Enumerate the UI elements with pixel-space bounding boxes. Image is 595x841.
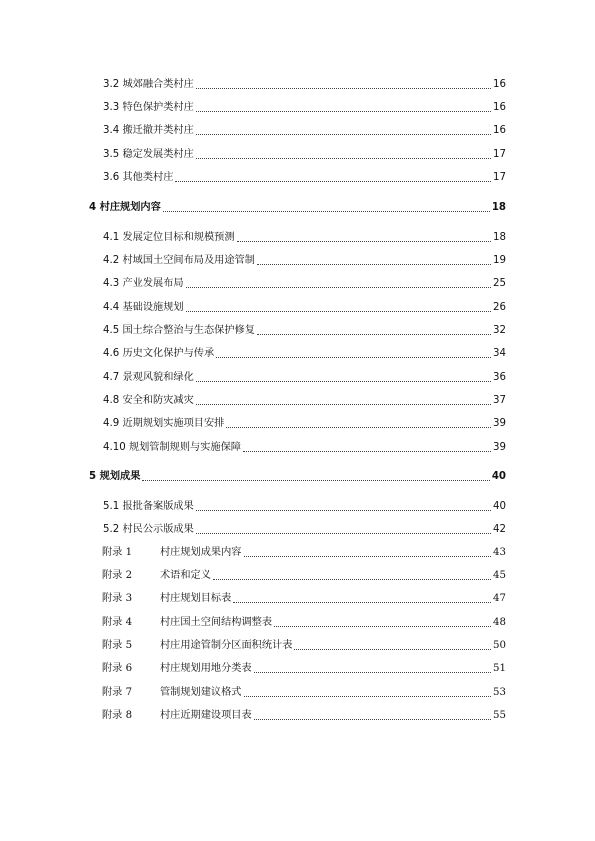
toc-page-number: 51 (493, 663, 506, 674)
toc-entry-label: 3.5 稳定发展类村庄 (103, 149, 194, 160)
toc-entry-label (102, 546, 242, 560)
toc-appendix-entry[interactable] (102, 709, 506, 723)
appendix-tag: 附录 5 (102, 640, 133, 651)
toc-page-number: 36 (493, 372, 506, 383)
toc-appendix-entry[interactable] (102, 662, 506, 676)
toc-page-number: 32 (493, 325, 506, 336)
appendix-title: 村庄规划目标表 (160, 593, 232, 604)
toc-page-number: 16 (493, 79, 506, 90)
toc-entry-label (102, 662, 252, 676)
dot-leader (175, 181, 491, 182)
dot-leader (196, 404, 491, 405)
toc-entry-label: 5.1 报批备案版成果 (103, 501, 194, 512)
dot-leader (254, 672, 491, 673)
dot-leader (237, 241, 492, 242)
toc-page-number: 26 (493, 302, 506, 313)
dot-leader (196, 381, 491, 382)
dot-leader (196, 111, 491, 112)
dot-leader (196, 134, 491, 135)
toc-appendix-entry[interactable] (102, 592, 506, 606)
toc-page-number: 39 (493, 442, 506, 453)
appendix-tag: 附录 7 (102, 687, 133, 698)
dot-leader (233, 602, 491, 603)
toc-section-entry[interactable] (103, 441, 506, 455)
dot-leader (196, 533, 491, 534)
toc-entry-label: 3.4 搬迁撤并类村庄 (103, 125, 194, 136)
toc-page-number: 40 (491, 471, 506, 482)
toc-page-number: 25 (493, 278, 506, 289)
toc-page-number: 16 (493, 125, 506, 136)
toc-entry-label: 4.8 安全和防灾减灾 (103, 395, 194, 406)
toc-appendix-entry[interactable] (102, 616, 506, 630)
appendix-tag: 附录 3 (102, 593, 133, 604)
toc-entry-label: 3.2 城郊融合类村庄 (103, 79, 194, 90)
toc-entry-label: 4.10 规划管制规则与实施保障 (103, 442, 241, 453)
toc-section-entry[interactable] (103, 523, 506, 537)
toc-page-number: 34 (493, 348, 506, 359)
dot-leader (244, 556, 492, 557)
dot-leader (163, 211, 490, 212)
toc-appendix-entry[interactable] (102, 686, 506, 700)
toc-section-entry[interactable] (103, 101, 506, 115)
dot-leader (196, 510, 491, 511)
appendix-title: 村庄规划用地分类表 (160, 663, 252, 674)
dot-leader (254, 719, 491, 720)
dot-leader (196, 158, 491, 159)
toc-entry-label (102, 709, 252, 723)
toc-page-number: 16 (493, 102, 506, 113)
toc-appendix-entry[interactable] (102, 569, 506, 583)
toc-page-number: 45 (493, 570, 506, 581)
dot-leader (186, 287, 491, 288)
toc-section-entry[interactable] (103, 254, 506, 268)
toc-page-number: 19 (493, 255, 506, 266)
toc-page-number: 42 (493, 524, 506, 535)
toc-section-entry[interactable] (103, 347, 506, 361)
dot-leader (243, 451, 491, 452)
appendix-title: 村庄用途管制分区面积统计表 (160, 640, 293, 651)
toc-page-number: 43 (493, 547, 506, 558)
toc-chapter-entry[interactable] (89, 201, 506, 215)
toc-appendix-entry[interactable] (102, 639, 506, 653)
toc-section-entry[interactable] (103, 171, 506, 185)
toc-page-number: 18 (491, 202, 506, 213)
toc-page-number: 48 (493, 617, 506, 628)
toc-section-entry[interactable] (103, 301, 506, 315)
toc-chapter-entry[interactable] (89, 470, 506, 484)
toc-entry-label (102, 616, 272, 630)
appendix-tag: 附录 4 (102, 617, 133, 628)
dot-leader (186, 311, 491, 312)
toc-entry-label: 4.3 产业发展布局 (103, 278, 184, 289)
dot-leader (213, 579, 491, 580)
toc-page-number: 37 (493, 395, 506, 406)
appendix-tag: 附录 2 (102, 570, 133, 581)
toc-appendix-entry[interactable] (102, 546, 506, 560)
toc-page-number: 53 (493, 687, 506, 698)
toc-section-entry[interactable] (103, 78, 506, 92)
toc-entry-label: 4.6 历史文化保护与传承 (103, 348, 215, 359)
dot-leader (257, 334, 491, 335)
appendix-title: 村庄近期建设项目表 (160, 710, 252, 721)
toc-section-entry[interactable] (103, 417, 506, 431)
toc-entry-label: 4.5 国土综合整治与生态保护修复 (103, 325, 255, 336)
appendix-title: 术语和定义 (160, 570, 211, 581)
toc-page-number: 50 (493, 640, 506, 651)
toc-page-number: 17 (493, 172, 506, 183)
toc-entry-label (102, 639, 292, 653)
toc-section-entry[interactable] (103, 148, 506, 162)
toc-entry-label (102, 686, 242, 700)
toc-section-entry[interactable] (103, 324, 506, 338)
toc-entry-label: 4 村庄规划内容 (89, 202, 161, 213)
toc-page-number: 17 (493, 149, 506, 160)
toc-page-number: 40 (493, 501, 506, 512)
appendix-title: 管制规划建议格式 (160, 687, 242, 698)
toc-entry-label: 4.1 发展定位目标和规模预测 (103, 232, 235, 243)
dot-leader (196, 88, 491, 89)
appendix-title: 村庄国土空间结构调整表 (160, 617, 273, 628)
appendix-tag: 附录 8 (102, 710, 133, 721)
dot-leader (226, 427, 491, 428)
toc-entry-label (102, 592, 231, 606)
dot-leader (294, 649, 491, 650)
dot-leader (257, 264, 491, 265)
dot-leader (142, 480, 489, 481)
toc-entry-label (102, 569, 211, 583)
toc-section-entry[interactable] (103, 371, 506, 385)
toc-section-entry[interactable] (103, 124, 506, 138)
dot-leader (274, 626, 491, 627)
appendix-tag: 附录 1 (102, 547, 133, 558)
dot-leader (216, 357, 491, 358)
toc-entry-label: 4.7 景观风貌和绿化 (103, 372, 194, 383)
toc-entry-label: 3.6 其他类村庄 (103, 172, 174, 183)
toc-page-number: 39 (493, 418, 506, 429)
toc-section-entry[interactable] (103, 500, 506, 514)
toc-section-entry[interactable] (103, 277, 506, 291)
toc-page-number: 55 (493, 710, 506, 721)
toc-entry-label: 4.2 村域国土空间布局及用途管制 (103, 255, 255, 266)
toc-section-entry[interactable] (103, 394, 506, 408)
toc-page-number: 47 (493, 593, 506, 604)
dot-leader (244, 696, 492, 697)
toc-entry-label: 5.2 村民公示版成果 (103, 524, 194, 535)
appendix-tag: 附录 6 (102, 663, 133, 674)
toc-section-entry[interactable] (103, 231, 506, 245)
toc-page-number: 18 (493, 232, 506, 243)
toc-entry-label: 5 规划成果 (89, 471, 141, 482)
appendix-title: 村庄规划成果内容 (160, 547, 242, 558)
toc-entry-label: 4.9 近期规划实施项目安排 (103, 418, 225, 429)
toc-entry-label: 3.3 特色保护类村庄 (103, 102, 194, 113)
toc-entry-label: 4.4 基础设施规划 (103, 302, 184, 313)
